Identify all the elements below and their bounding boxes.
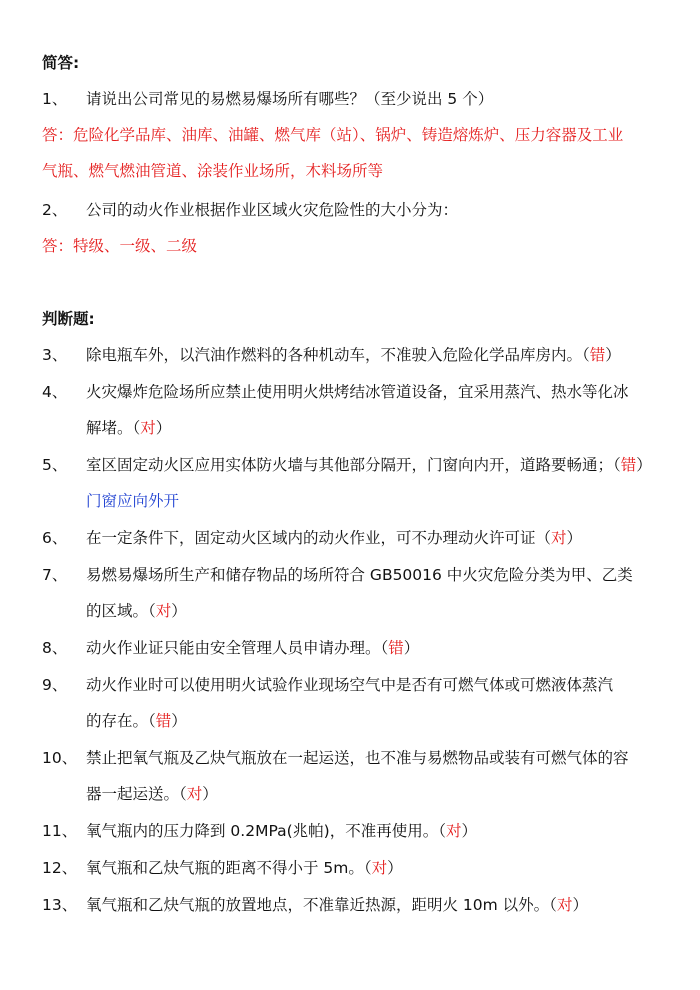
item-text — [86, 783, 670, 805]
question-number: 2、 — [42, 201, 68, 219]
item-text — [86, 344, 670, 366]
item-number: 11、 — [42, 822, 78, 840]
judgement-mark: 对 — [140, 419, 156, 437]
judgement-mark: 对 — [551, 529, 567, 547]
item-number: 7、 — [42, 566, 68, 584]
item-number: 4、 — [42, 383, 68, 401]
item-text — [86, 637, 670, 659]
question-number: 1、 — [42, 90, 68, 108]
item-number: 9、 — [42, 676, 68, 694]
item-close-paren: ） — [566, 529, 583, 547]
judgement-mark: 错 — [589, 346, 606, 364]
item-statement-continued: 器一起运送。（ — [86, 785, 187, 803]
item-number: 3、 — [42, 346, 68, 364]
judgement-mark: 对 — [371, 859, 388, 877]
item-number: 13、 — [42, 896, 78, 914]
item-statement-continued: 解堵。（ — [86, 419, 141, 437]
item-text — [86, 527, 670, 549]
answer-prefix: 答： — [42, 237, 74, 255]
item-number: 8、 — [42, 639, 68, 657]
question-text: 公司的动火作业根据作业区域火灾危险性的大小分为： — [86, 201, 459, 219]
item-statement: 室区固定动火区应用实体防火墙与其他部分隔开，门窗向内开，道路要畅通；（ — [86, 456, 621, 474]
item-statement: 氧气瓶和乙炔气瓶的放置地点，不准靠近热源，距明火 10m 以外。（ — [86, 896, 557, 914]
item-statement: 禁止把氧气瓶及乙炔气瓶放在一起运送，也不准与易燃物品或装有可燃气体的容 — [86, 749, 629, 767]
item-close-paren: ） — [155, 419, 172, 437]
judgement-mark: 对 — [155, 602, 172, 620]
item-number: 10、 — [42, 749, 78, 767]
item-statement: 氧气瓶内的压力降到 0.2MPa(兆帕)，不准再使用。（ — [86, 822, 446, 840]
item-close-paren: ） — [171, 602, 187, 620]
item-close-paren: ） — [636, 456, 652, 474]
item-close-paren: ） — [403, 639, 420, 657]
question-text: 请说出公司常见的易燃易爆场所有哪些？（至少说出 5 个） — [86, 90, 494, 108]
judgement-mark: 对 — [186, 785, 203, 803]
judgement-mark: 错 — [388, 639, 404, 657]
item-statement: 易燃易爆场所生产和储存物品的场所符合 GB50016 中火灾危险分类为甲、乙类 — [86, 566, 633, 584]
item-close-paren: ） — [605, 346, 621, 364]
item-number: 6、 — [42, 529, 68, 547]
item-statement: 除电瓶车外，以汽油作燃料的各种机动车，不准驶入危险化学品库房内。（ — [86, 346, 590, 364]
answer-text: 危险化学品库、油库、油罐、燃气库（站）、锅炉、铸造熔炼炉、压力容器及工业 — [73, 126, 624, 144]
item-statement: 在一定条件下，固定动火区域内的动火作业，可不办理动火许可证（ — [86, 529, 552, 547]
item-number: 5、 — [42, 456, 68, 474]
judgement-mark: 错 — [620, 456, 637, 474]
judgement-mark: 错 — [155, 712, 172, 730]
item-text — [86, 820, 670, 842]
item-close-paren: ） — [461, 822, 477, 840]
item-close-paren: ） — [202, 785, 218, 803]
judgement-mark: 对 — [556, 896, 573, 914]
item-statement: 火灾爆炸危险场所应禁止使用明火烘烤结冰管道设备，宜采用蒸汽、热水等化冰 — [86, 383, 629, 401]
item-text — [86, 710, 670, 732]
item-statement: 动火作业证只能由安全管理人员申请办理。（ — [86, 639, 389, 657]
short-answer-heading: 简答: — [42, 54, 80, 72]
item-text — [86, 894, 670, 916]
item-statement-continued: 的区域。（ — [86, 602, 156, 620]
item-text — [86, 417, 670, 439]
item-close-paren: ） — [572, 896, 588, 914]
item-statement: 氧气瓶和乙炔气瓶的距离不得小于 5m。（ — [86, 859, 372, 877]
item-text — [86, 454, 670, 476]
answer-text-continued: 气瓶、燃气燃油管道、涂装作业场所，木料场所等 — [42, 162, 384, 180]
item-close-paren: ） — [171, 712, 187, 730]
item-text — [86, 857, 670, 879]
answer-text: 特级、一级、二级 — [73, 237, 198, 255]
item-number: 12、 — [42, 859, 78, 877]
answer-line — [42, 235, 670, 257]
answer-prefix: 答： — [42, 126, 74, 144]
item-text — [86, 600, 670, 622]
judgement-mark: 对 — [445, 822, 462, 840]
item-statement-continued: 的存在。（ — [86, 712, 156, 730]
item-close-paren: ） — [387, 859, 403, 877]
answer-line — [42, 124, 670, 146]
item-statement: 动火作业时可以使用明火试验作业现场空气中是否有可燃气体或可燃液体蒸汽 — [86, 676, 614, 694]
judge-heading: 判断题: — [42, 310, 95, 328]
correction-note: 门窗应向外开 — [86, 492, 180, 510]
